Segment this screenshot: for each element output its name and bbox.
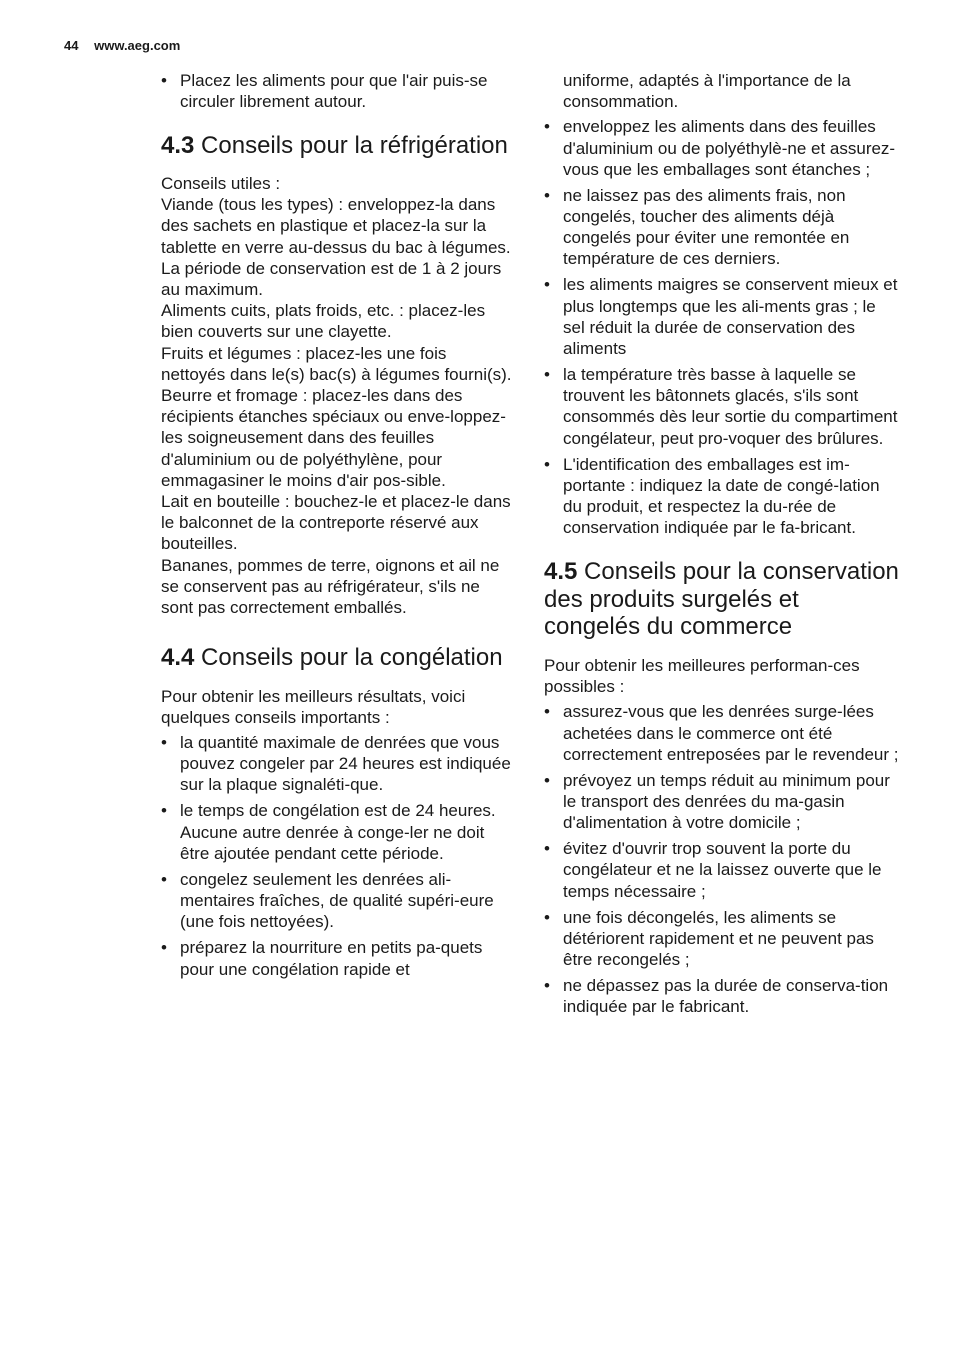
- site-url: www.aeg.com: [94, 38, 181, 53]
- page-number: 44: [64, 38, 79, 53]
- storage-intro: Pour obtenir les meilleures performan-ces possibles :: [544, 655, 860, 697]
- list-item: • évitez d'ouvrir trop souvent la porte du congélateur et ne la laissez ouverte que le temps nécessaire ;: [544, 838, 900, 902]
- freezing-bullet-list-continued: [544, 116, 900, 538]
- list-item: • les aliments maigres se conservent mieux et plus longtemps que les ali-ments gras ; le sel réduit la durée de conservation des aliments: [544, 274, 900, 359]
- page-header: [64, 38, 180, 53]
- list-item: • le temps de congélation est de 24 heures. Aucune autre denrée à conge-ler ne doit être ajoutée pendant cette période.: [161, 800, 513, 864]
- refrigeration-tips: [161, 173, 513, 618]
- list-item: • une fois décongelés, les aliments se détériorent rapidement et ne peuvent pas être recongelés ;: [544, 907, 900, 971]
- left-column: [161, 70, 513, 985]
- paragraph-line: Viande (tous les types) : enveloppez-la dans des sachets en plastique et placez-la sur la tablette en verre au-dessus du bac à légumes.: [161, 195, 511, 257]
- list-item: • assurez-vous que les denrées surge-lées achetées dans le commerce ont été correctement entreposées par le revendeur ;: [544, 701, 900, 765]
- list-item: • L'identification des emballages est im-portante : indiquez la date de congé-lation du produit, et respectez la du-rée de conservation indiquée par le fa-bricant.: [544, 454, 900, 539]
- section-heading-4-4: 4.4 Conseils pour la congélation: [161, 644, 503, 672]
- list-item: • Placez les aliments pour que l'air puis-se circuler librement autour.: [161, 70, 513, 112]
- paragraph-line: Bananes, pommes de terre, oignons et ail ne se conservent pas au réfrigérateur, s'ils ne sont pas correctement emballés.: [161, 555, 500, 617]
- section-heading-4-5: 4.5 Conseils pour la conservation des produits surgelés et congelés du commerce: [544, 558, 899, 641]
- list-item: • ne laissez pas des aliments frais, non congelés, toucher des aliments déjà congelés pour éviter une remontée en température de ces derniers.: [544, 185, 900, 270]
- freezing-bullet-list: [161, 732, 513, 980]
- list-item: • ne dépassez pas la durée de conserva-tion indiquée par le fabricant.: [544, 975, 900, 1017]
- list-item: • la température très basse à laquelle se trouvent les bâtonnets glacés, s'ils sont consommés dès leur sortie du compartiment congélateur, peut pro-voquer des brûlures.: [544, 364, 900, 449]
- freezing-intro: Pour obtenir les meilleurs résultats, voici quelques conseils importants :: [161, 686, 466, 727]
- storage-bullet-list: [544, 701, 900, 1017]
- list-item: • enveloppez les aliments dans des feuilles d'aluminium ou de polyéthylè-ne et assurez-vous que les emballages sont étanches ;: [544, 116, 900, 180]
- paragraph-line: Aliments cuits, plats froids, etc. : placez-les bien couverts sur une clayette.: [161, 301, 486, 342]
- list-item: • la quantité maximale de denrées que vous pouvez congeler par 24 heures est indiquée sur la plaque signaléti-que.: [161, 732, 513, 796]
- paragraph-line: La période de conservation est de 1 à 2 jours au maximum.: [161, 258, 502, 299]
- intro-bullet-list: [161, 70, 513, 112]
- paragraph-line: Fruits et légumes : placez-les une fois nettoyés dans le(s) bac(s) à légumes fourni(s).: [161, 343, 512, 384]
- list-item: • congelez seulement les denrées ali-mentaires fraîches, de qualité supéri-eure (une fois nettoyées).: [161, 869, 513, 933]
- continued-text: uniforme, adaptés à l'importance de la consommation.: [563, 71, 851, 112]
- paragraph-line: Lait en bouteille : bouchez-le et placez-le dans le balconnet de la contreporte réservé aux bouteilles.: [161, 491, 511, 554]
- right-column: [544, 70, 900, 1022]
- section-heading-4-3: 4.3 Conseils pour la réfrigération: [161, 132, 508, 160]
- paragraph-line: Conseils utiles :: [161, 173, 281, 193]
- list-item: • préparez la nourriture en petits pa-quets pour une congélation rapide et: [161, 937, 513, 979]
- paragraph-line: Beurre et fromage : placez-les dans des récipients étanches spéciaux ou enve-loppez-les soigneusement dans des feuilles d'aluminium ou de polyéthylène, pour emmagasiner le moins d'air pos-sible.: [161, 385, 506, 490]
- list-item: • prévoyez un temps réduit au minimum pour le transport des denrées du ma-gasin d'alimentation à votre domicile ;: [544, 770, 900, 834]
